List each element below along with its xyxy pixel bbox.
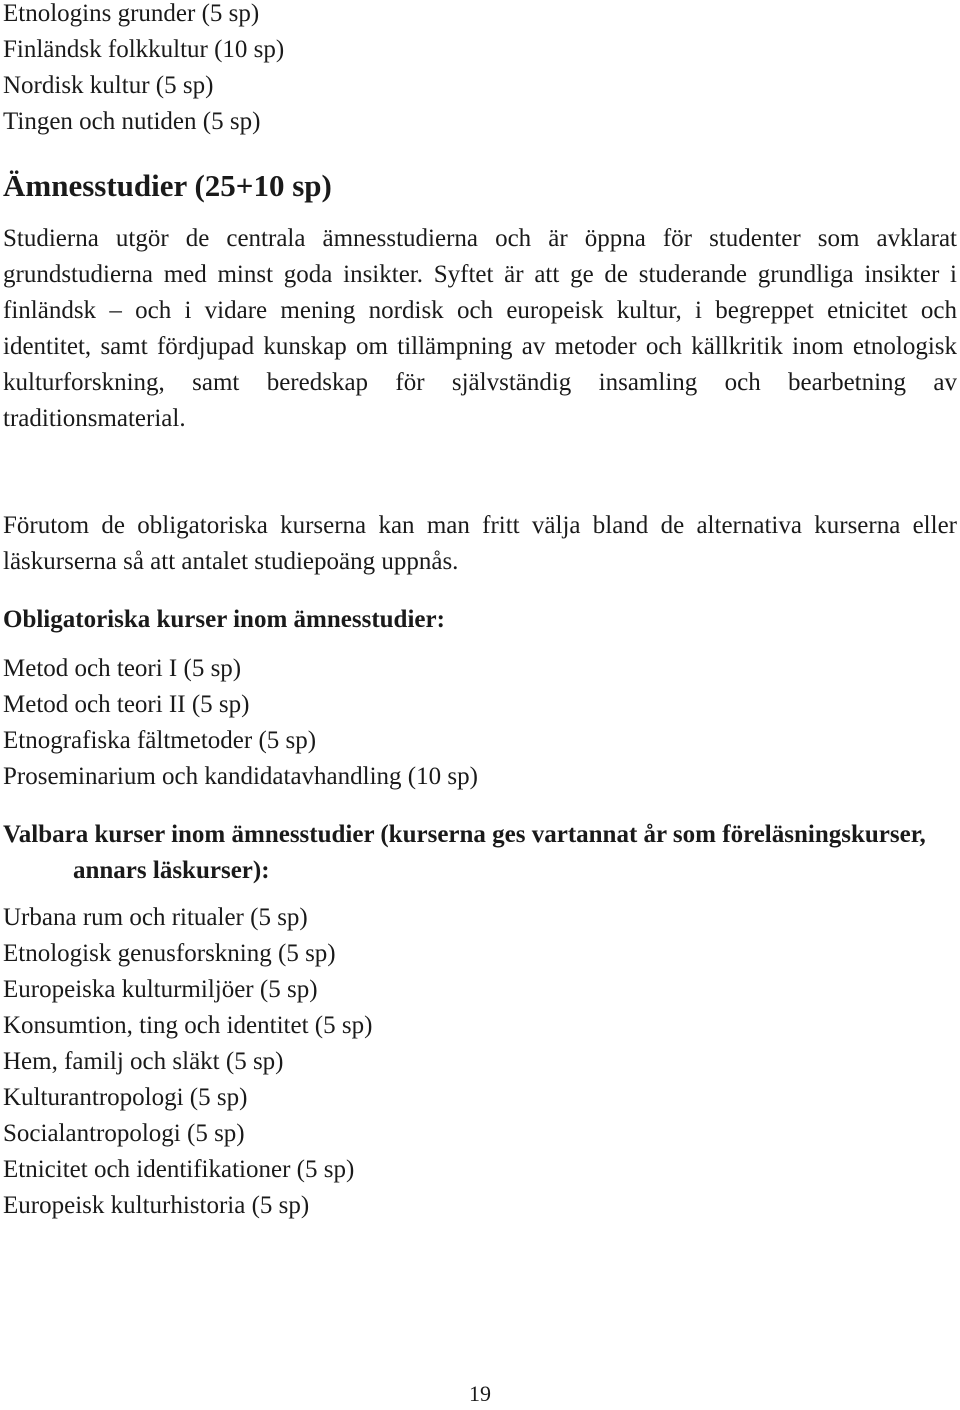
list-item: Metod och teori II (5 sp) <box>3 691 250 718</box>
list-item: Metod och teori I (5 sp) <box>3 655 242 682</box>
list-item: Hem, familj och släkt (5 sp) <box>3 1048 284 1075</box>
list-item: Proseminarium och kandidatavhandling (10 sp) <box>3 763 478 790</box>
list-item: Urbana rum och ritualer (5 sp) <box>3 904 308 931</box>
intro-paragraph: Studierna utgör de centrala ämnesstudierna och är öppna för studenter som avklarat grundstudierna med minst goda insikter. Syftet är att ge de studerande grundliga insikter i finländsk – och i vidare mening nordisk och europeisk kultur, i begreppet etnicitet och identitet, samt fördjupad kunskap om tillämpning av metoder och källkritik inom etnologisk kulturforskning, samt beredskap för självständig insamling och bearbetning av traditionsmaterial. <box>3 225 957 432</box>
list-item: Socialantropologi (5 sp) <box>3 1120 245 1147</box>
list-item: Etnografiska fältmetoder (5 sp) <box>3 727 317 754</box>
mandatory-course-list <box>3 651 478 795</box>
list-item: Tingen och nutiden (5 sp) <box>3 108 261 135</box>
page-number: 19 <box>469 1381 491 1406</box>
elective-course-list <box>3 900 372 1224</box>
list-item: Etnologins grunder (5 sp) <box>3 0 260 27</box>
elective-courses-heading: Valbara kurser inom ämnesstudier (kurserna ges vartannat år som föreläsningskurser, annars läskurser): <box>3 821 926 884</box>
list-item: Etnicitet och identifikationer (5 sp) <box>3 1156 355 1183</box>
list-item: Nordisk kultur (5 sp) <box>3 72 214 99</box>
list-item: Etnologisk genusforskning (5 sp) <box>3 940 336 967</box>
elective-info-paragraph: Förutom de obligatoriska kurserna kan man fritt välja bland de alternativa kurserna eller läskurserna så att antalet studiepoäng uppnås. <box>3 512 957 575</box>
list-item: Konsumtion, ting och identitet (5 sp) <box>3 1012 373 1039</box>
section-title: Ämnesstudier (25+10 sp) <box>3 168 332 203</box>
list-item: Kulturantropologi (5 sp) <box>3 1084 248 1111</box>
list-item: Europeiska kulturmiljöer (5 sp) <box>3 976 318 1003</box>
list-item: Europeisk kulturhistoria (5 sp) <box>3 1192 310 1219</box>
list-item: Finländsk folkkultur (10 sp) <box>3 36 285 63</box>
mandatory-courses-heading: Obligatoriska kurser inom ämnesstudier: <box>3 606 445 633</box>
intro-course-list <box>3 0 284 140</box>
